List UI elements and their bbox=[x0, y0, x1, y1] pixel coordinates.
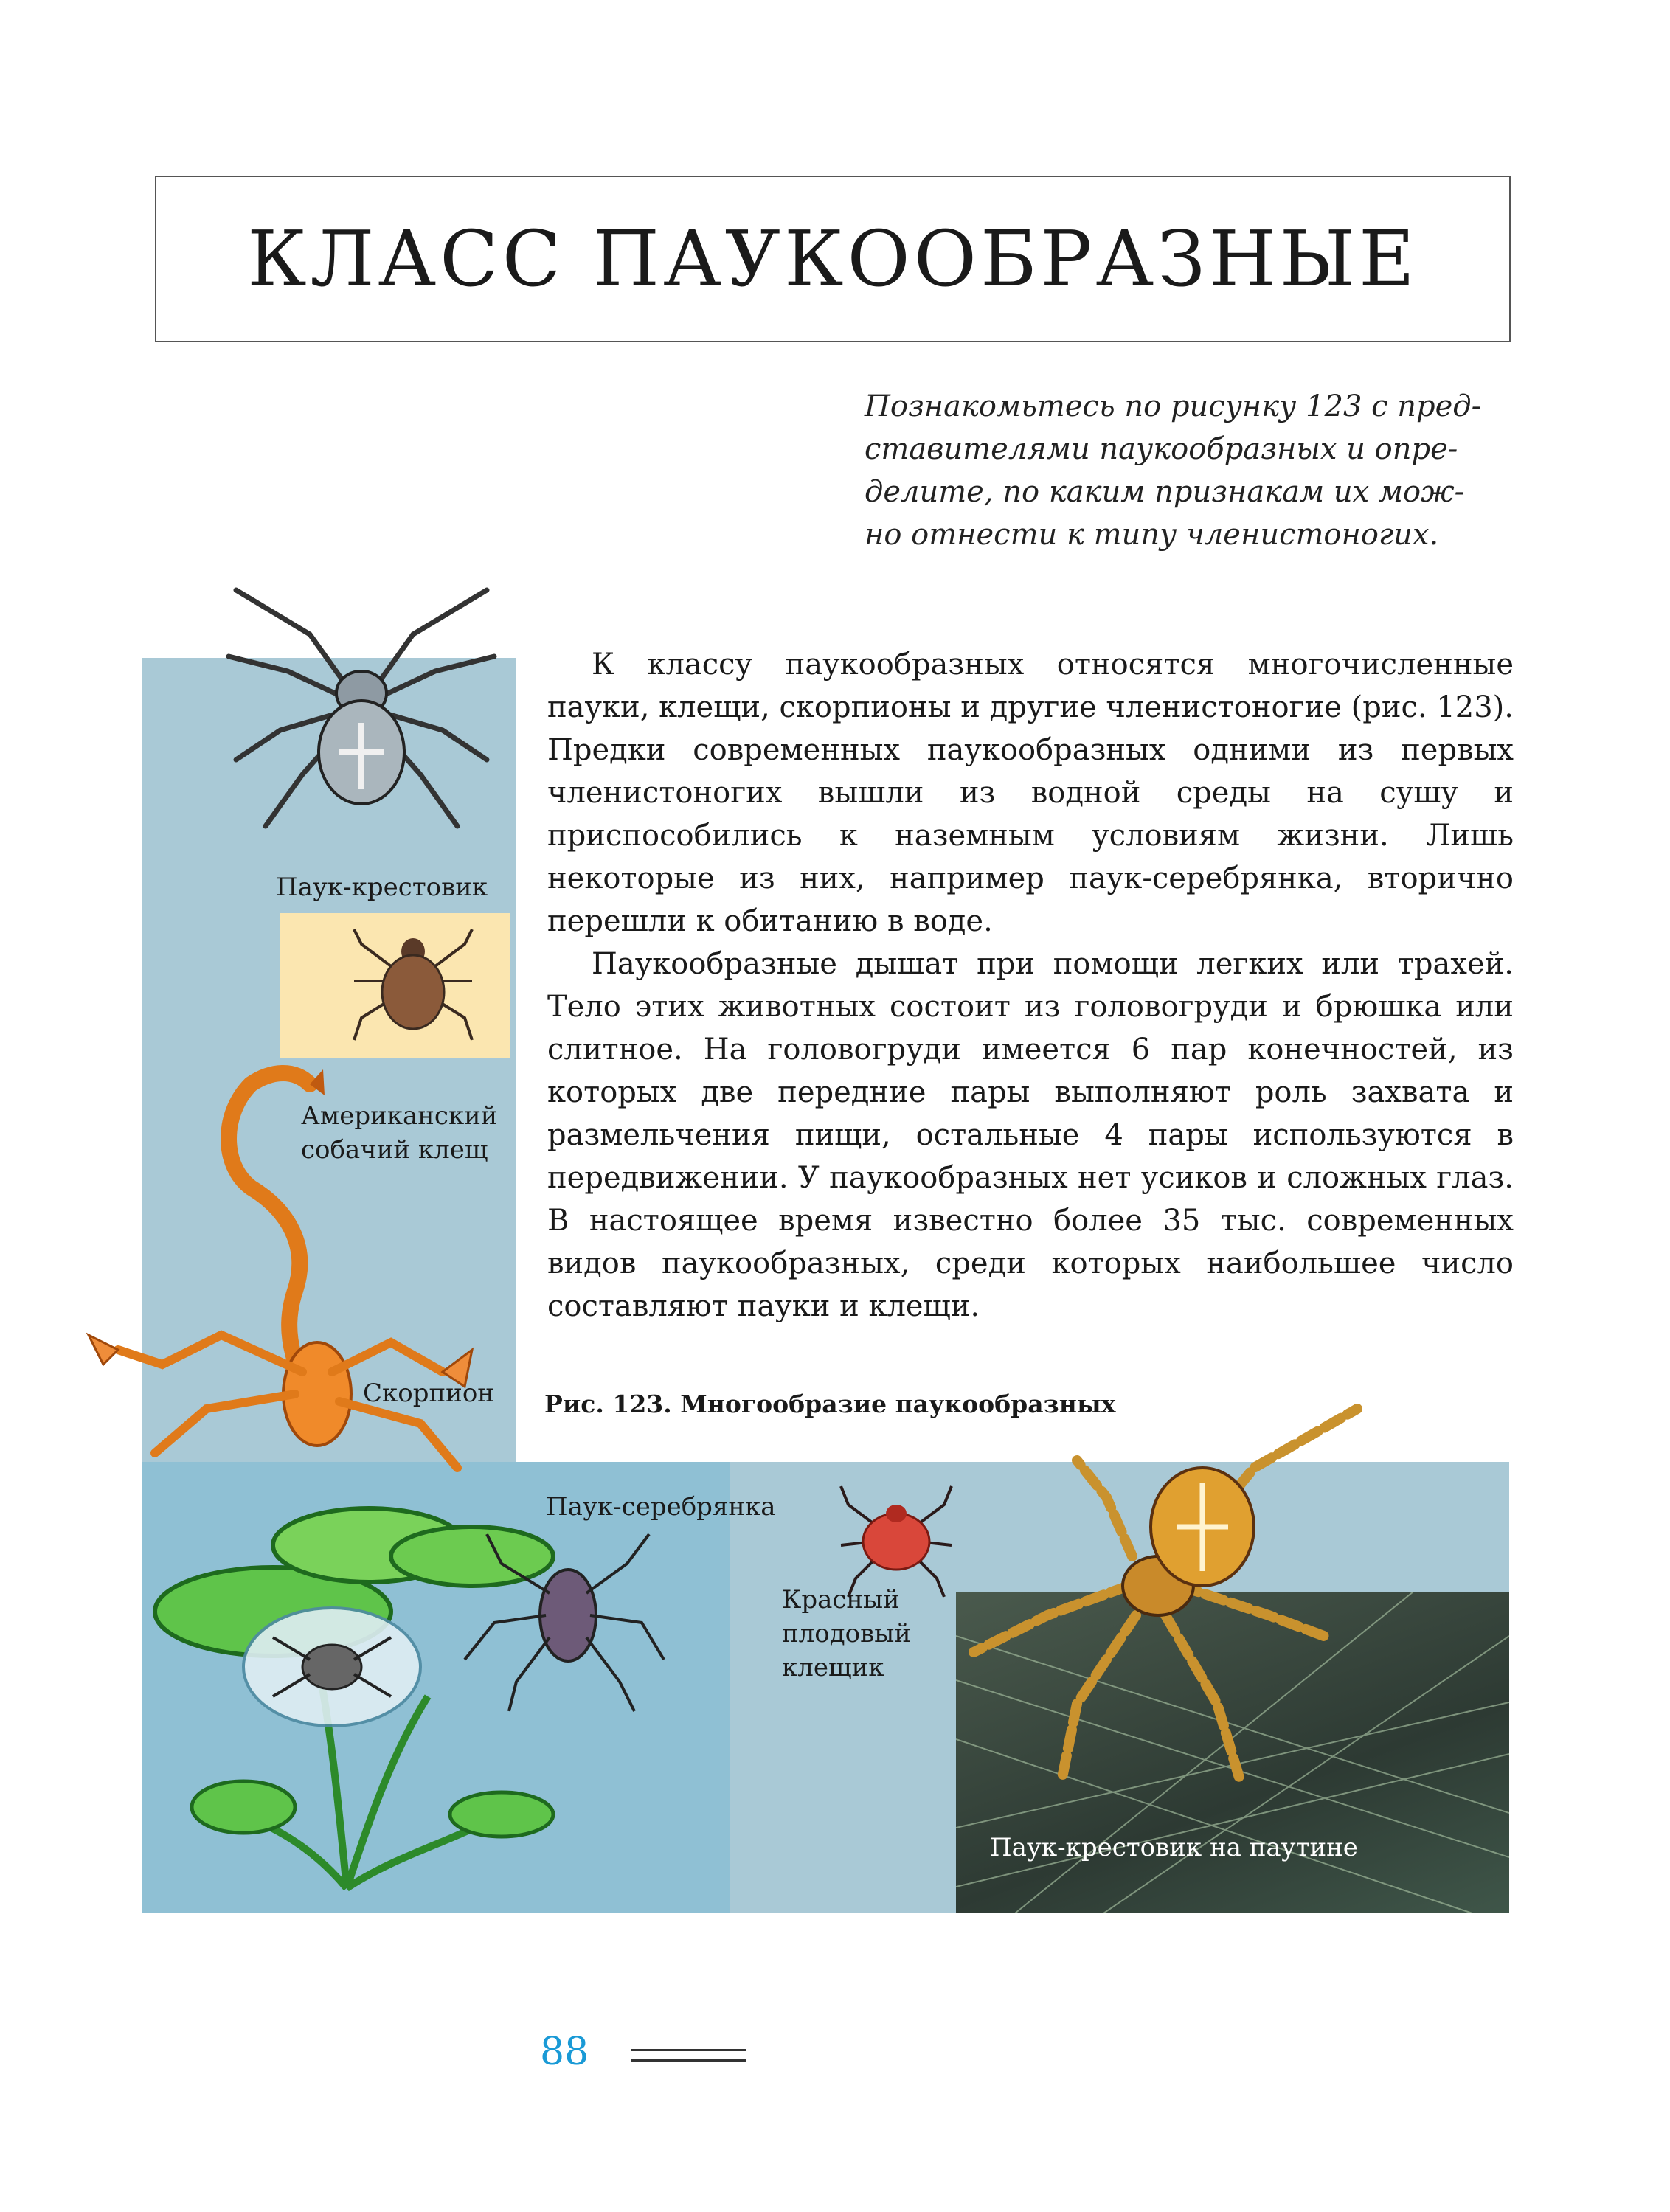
label-dog-tick-line2: собачий клещ bbox=[301, 1135, 488, 1165]
label-spider-on-web: Паук-крестовик на паутине bbox=[990, 1833, 1358, 1862]
intro-line: Познакомьтесь по рисунку 123 с пред- bbox=[865, 389, 1482, 423]
scorpion-illustration bbox=[74, 1025, 487, 1497]
paragraph: К классу паукообразных относятся многочисленные пауки, клещи, скорпионы и другие членистоногие (рис. 123). Предки современных паукообразных одними из первых членистоногих вышли из водной среды на сушу и приспособились к наземным условиям жизни. Лишь некоторые из них, например паук-серебрянка, вторично перешли к обитанию в воде. bbox=[547, 648, 1514, 938]
label-dog-tick-line1: Американский bbox=[301, 1101, 498, 1131]
paragraph: Паукообразные дышат при помощи легких или трахей. Тело этих животных состоит из головогруди и брюшка или слитное. На головогруди имеется 6 пар конечностей, из которых две передние пары выполняют роль захвата и размельчения пищи, остальные 4 пары используются в передвижении. У паукообразных нет усиков и сложных глаз. В настоящее время известно более 35 тыс. современных видов паукообразных, среди которых наибольшее число составляют пауки и клещи. bbox=[547, 947, 1514, 1323]
cross-spider-illustration bbox=[221, 575, 502, 841]
label-red-mite-line2: плодовый bbox=[782, 1619, 911, 1648]
intro-line: но отнести к типу членистоногих. bbox=[865, 518, 1439, 552]
page-number-rule bbox=[631, 2059, 746, 2062]
figure-caption: Рис. 123. Многообразие паукообразных bbox=[544, 1390, 1116, 1418]
label-red-mite-line1: Красный bbox=[782, 1585, 900, 1615]
main-text bbox=[547, 643, 1514, 1328]
intro-question bbox=[865, 385, 1514, 556]
page-title: КЛАСС ПАУКООБРАЗНЫЕ bbox=[247, 214, 1418, 304]
label-red-mite-line3: клещик bbox=[782, 1653, 884, 1682]
red-mite-illustration bbox=[826, 1475, 966, 1601]
label-cross-spider: Паук-крестовик bbox=[276, 873, 488, 902]
intro-line: ставителями паукообразных и опре- bbox=[865, 432, 1458, 466]
label-scorpion: Скорпион bbox=[363, 1379, 494, 1408]
intro-line: делите, по каким признакам их мож- bbox=[865, 475, 1465, 509]
orb-spider-illustration bbox=[959, 1394, 1372, 1837]
water-spider-illustration bbox=[148, 1475, 723, 1910]
label-water-spider: Паук-серебрянка bbox=[546, 1492, 776, 1522]
page-number: 88 bbox=[540, 2030, 589, 2074]
title-box bbox=[155, 176, 1511, 342]
page-number-rule bbox=[631, 2049, 746, 2051]
